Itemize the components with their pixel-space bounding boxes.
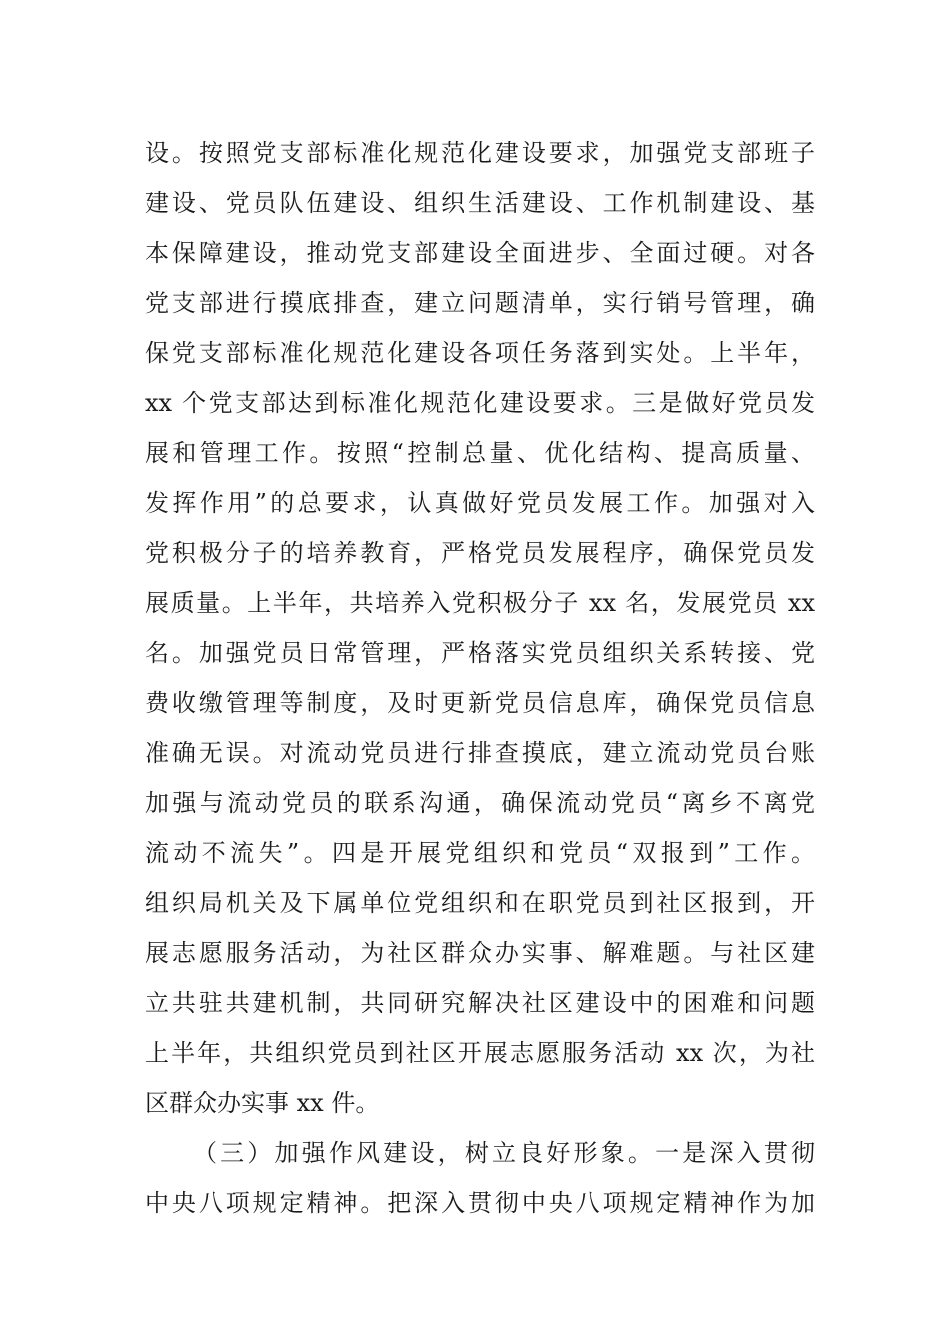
- text-line: 立共驻共建机制，共同研究解决社区建设中的困难和问题: [145, 989, 815, 1017]
- text-line: 发挥作用”的总要求，认真做好党员发展工作。加强对入: [145, 489, 815, 517]
- text-line: 流动不流失”。四是开展党组织和党员“双报到”工作。: [145, 839, 815, 867]
- text-line: 费收缴管理等制度，及时更新党员信息库，确保党员信息: [145, 689, 815, 717]
- text-line: 准确无误。对流动党员进行排查摸底，建立流动党员台账: [145, 739, 815, 767]
- text-line: 展质量。上半年，共培养入党积极分子 xx 名，发展党员 xx: [145, 589, 815, 617]
- text-line: xx 个党支部达到标准化规范化建设要求。三是做好党员发: [145, 389, 815, 417]
- text-line: 中央八项规定精神。把深入贯彻中央八项规定精神作为加: [145, 1189, 815, 1217]
- text-line: 设。按照党支部标准化规范化建设要求，加强党支部班子: [145, 139, 815, 167]
- text-line: 党支部进行摸底排查，建立问题清单，实行销号管理，确: [145, 289, 815, 317]
- text-line: 名。加强党员日常管理，严格落实党员组织关系转接、党: [145, 639, 815, 667]
- text-line: 展和管理工作。按照“控制总量、优化结构、提高质量、: [145, 439, 815, 467]
- paragraph-first-line: （三）加强作风建设，树立良好形象。一是深入贯彻: [193, 1139, 815, 1167]
- text-line: 加强与流动党员的联系沟通，确保流动党员“离乡不离党: [145, 789, 815, 817]
- text-line: 区群众办实事 xx 件。: [145, 1089, 380, 1117]
- text-line: 建设、党员队伍建设、组织生活建设、工作机制建设、基: [145, 189, 815, 217]
- text-line: 本保障建设，推动党支部建设全面进步、全面过硬。对各: [145, 239, 815, 267]
- document-body: [145, 128, 815, 1228]
- text-line: 上半年，共组织党员到社区开展志愿服务活动 xx 次，为社: [145, 1039, 815, 1067]
- text-line: 展志愿服务活动，为社区群众办实事、解难题。与社区建: [145, 939, 815, 967]
- text-line: 组织局机关及下属单位党组织和在职党员到社区报到，开: [145, 889, 815, 917]
- text-line: 党积极分子的培养教育，严格党员发展程序，确保党员发: [145, 539, 815, 567]
- text-line: 保党支部标准化规范化建设各项任务落到实处。上半年，: [145, 339, 815, 367]
